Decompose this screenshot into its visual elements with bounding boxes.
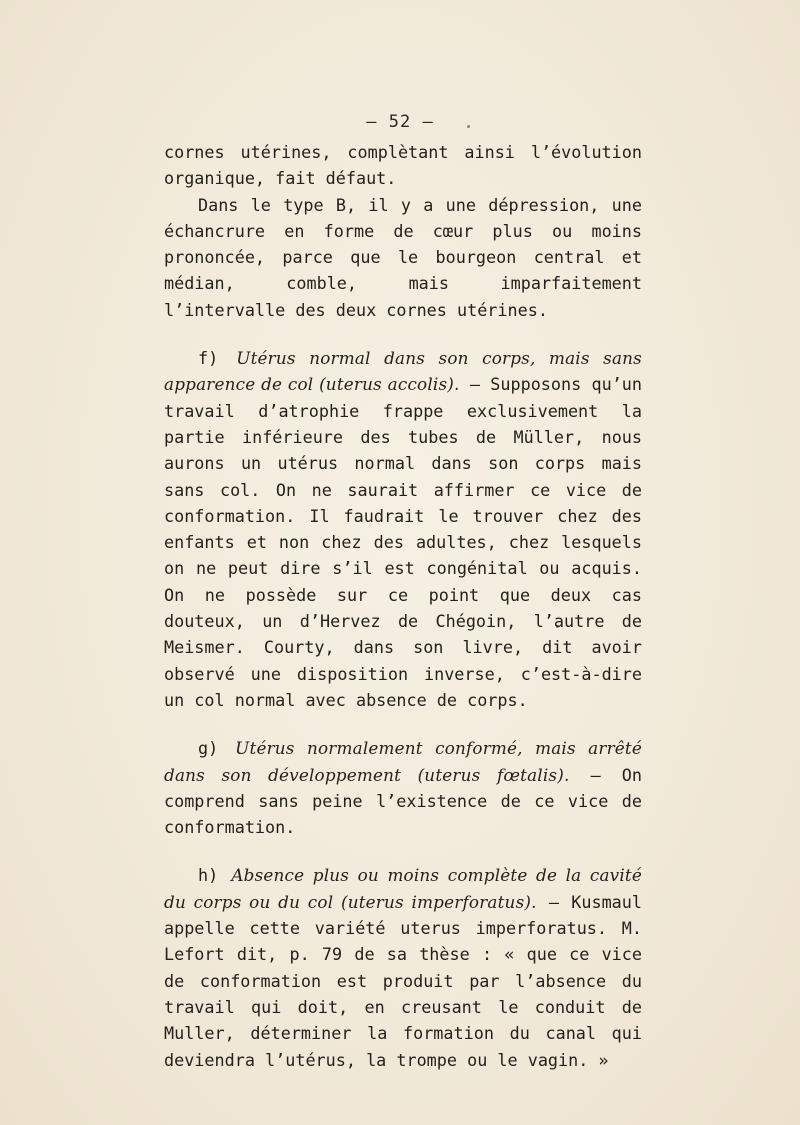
section-g-label: g) — [198, 738, 219, 759]
page-number: – 52 – — [366, 112, 434, 132]
section-g-title: Utérus normalement conformé, mais arrêté dans son développement (uterus fœtalis). — [164, 738, 642, 785]
paragraph-type-b: Dans le type B, il y a une dépression, une échancrure en forme de cœur plus ou moins prononcée, parce que le bourgeon central et médian, comble, mais imparfaitement l’intervalle des deux cornes utérines. — [164, 194, 642, 320]
body-text — [164, 139, 642, 1073]
section-g-body: — On comprend sans peine l’existence de ce vice de conformation. — [164, 764, 642, 838]
section-h-label: h) — [198, 865, 219, 886]
section-f-body: — Supposons qu’un travail d’atrophie frappe exclusivement la partie inférieure des tubes de Müller, nous aurons un utérus normal dans son corps mais sans col. On ne saurait affirmer ce vice de conformation. Il faudrait le trouver chez des enfants et non chez des adultes, chez lesquels on ne peut dire s’il est congénital ou acquis. On ne possède sur ce point que deux cas douteux, un d’Hervez de Chégoin, l’autre de Meismer. Courty, dans son livre, dit avoir observé une disposition inverse, c’est-à-dire un col normal avec absence de corps. — [164, 374, 643, 710]
section-h-body: — Kusmaul appelle cette variété uterus imperforatus. M. Lefort dit, p. 79 de sa thèse : « que ce vice de conformation est produit par l’absence du travail qui doit, en creusant le conduit de Muller, déterminer la formation du canal qui deviendra l’utérus, la trompe ou le vagin. » — [164, 891, 642, 1070]
print-speck — [467, 125, 470, 128]
section-g — [164, 735, 642, 840]
section-f — [164, 345, 642, 713]
section-f-label: f) — [198, 348, 219, 369]
section-h — [164, 862, 642, 1072]
section-h-title: Absence plus ou moins complète de la cavité du corps ou du col (uterus imperforatus). — [164, 865, 643, 912]
section-f-title: Utérus normal dans son corps, mais sans apparence de col (uterus accolis). — [164, 348, 642, 395]
paragraph-continuation: cornes utérines, complètant ainsi l’évolution organique, fait défaut. — [164, 142, 642, 189]
